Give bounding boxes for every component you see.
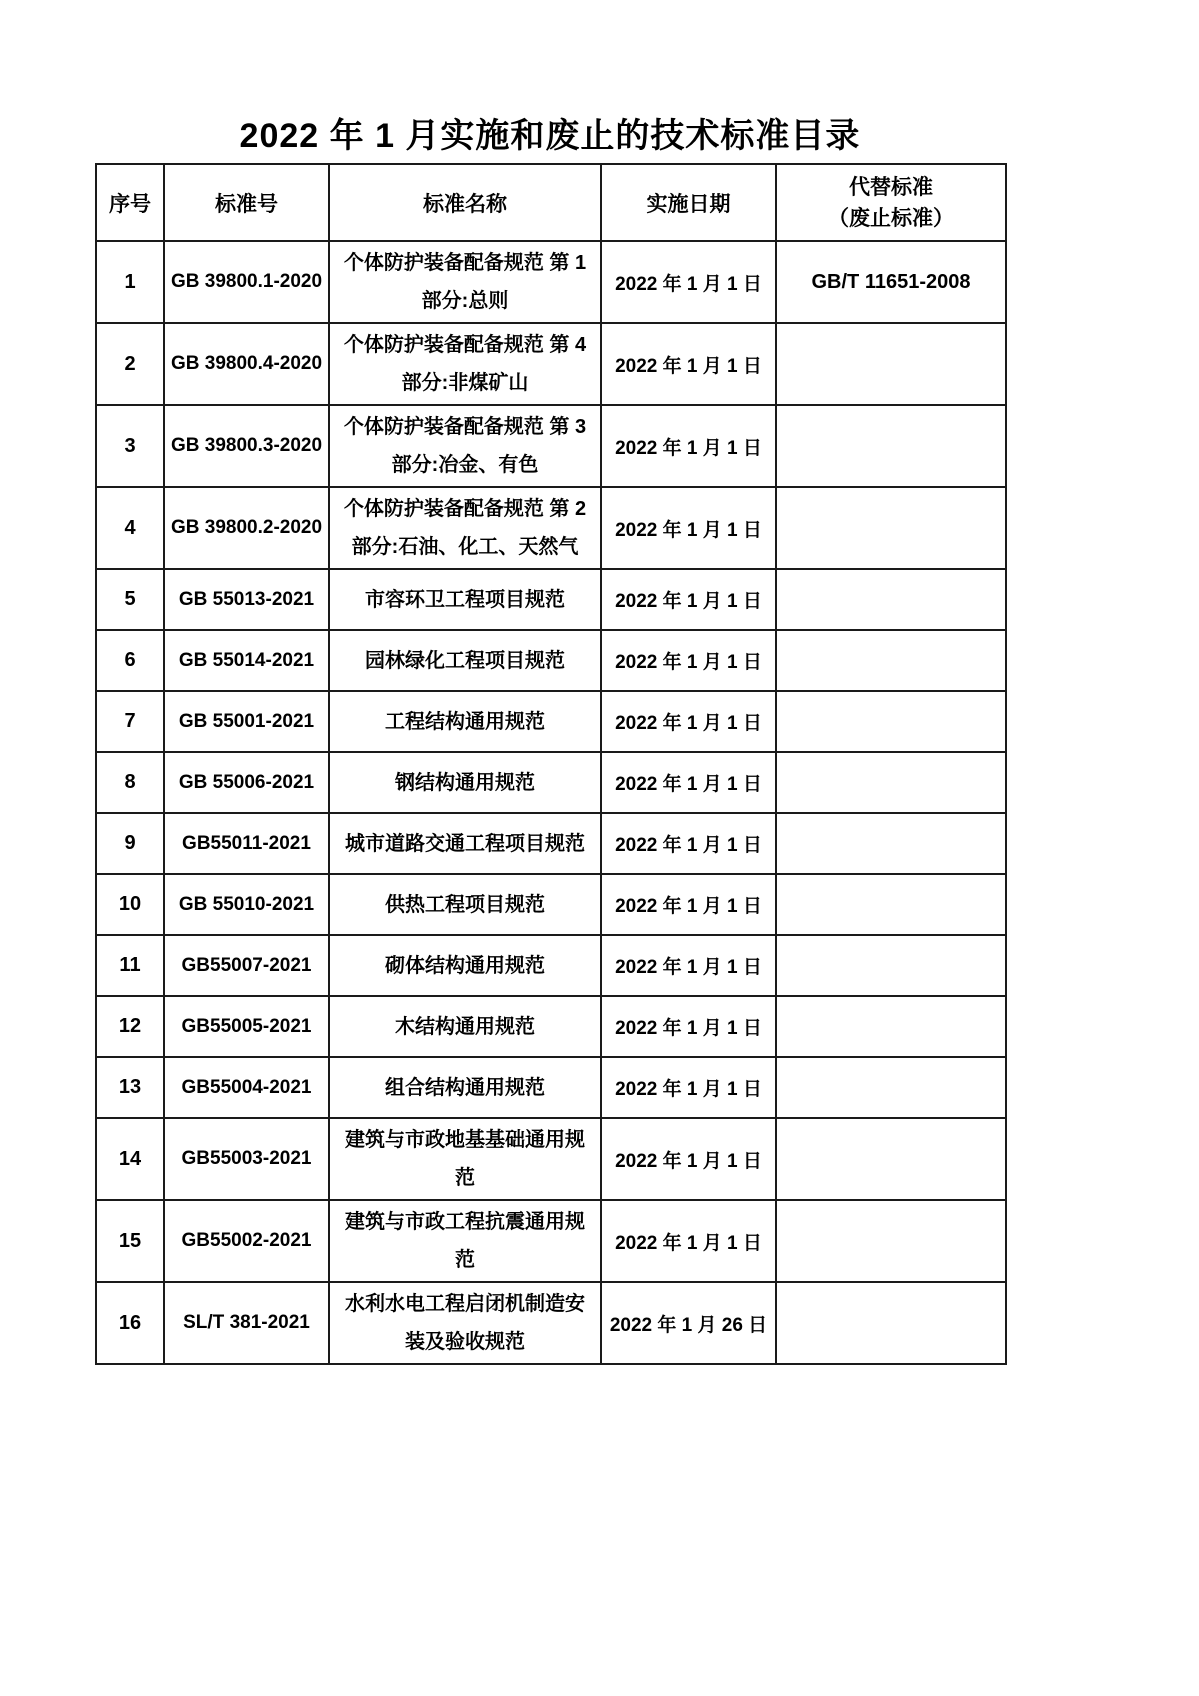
cell-date: 2022 年 1 月 1 日 xyxy=(601,1200,776,1282)
cell-date: 2022 年 1 月 1 日 xyxy=(601,874,776,935)
header-name: 标准名称 xyxy=(329,164,601,241)
header-no: 序号 xyxy=(96,164,164,241)
cell-replace xyxy=(776,1118,1006,1200)
table-row xyxy=(96,241,1006,323)
cell-no: 14 xyxy=(96,1118,164,1200)
table-row xyxy=(96,569,1006,630)
cell-replace xyxy=(776,630,1006,691)
cell-name: 市容环卫工程项目规范 xyxy=(329,569,601,630)
cell-code: GB 39800.3-2020 xyxy=(164,405,329,487)
table-row xyxy=(96,1200,1006,1282)
cell-replace xyxy=(776,691,1006,752)
cell-code: GB 55013-2021 xyxy=(164,569,329,630)
cell-code: GB55004-2021 xyxy=(164,1057,329,1118)
cell-no: 3 xyxy=(96,405,164,487)
cell-no: 8 xyxy=(96,752,164,813)
cell-name: 砌体结构通用规范 xyxy=(329,935,601,996)
cell-name: 建筑与市政地基基础通用规范 xyxy=(329,1118,601,1200)
cell-no: 15 xyxy=(96,1200,164,1282)
cell-name: 钢结构通用规范 xyxy=(329,752,601,813)
cell-name: 水利水电工程启闭机制造安装及验收规范 xyxy=(329,1282,601,1364)
cell-replace xyxy=(776,405,1006,487)
table-row xyxy=(96,1057,1006,1118)
cell-date: 2022 年 1 月 1 日 xyxy=(601,630,776,691)
cell-name: 城市道路交通工程项目规范 xyxy=(329,813,601,874)
header-code: 标准号 xyxy=(164,164,329,241)
cell-replace xyxy=(776,487,1006,569)
cell-replace xyxy=(776,1057,1006,1118)
cell-no: 10 xyxy=(96,874,164,935)
table-row xyxy=(96,1118,1006,1200)
table-row xyxy=(96,691,1006,752)
cell-date: 2022 年 1 月 1 日 xyxy=(601,241,776,323)
table-row xyxy=(96,752,1006,813)
cell-replace xyxy=(776,1200,1006,1282)
cell-date: 2022 年 1 月 1 日 xyxy=(601,1057,776,1118)
cell-no: 13 xyxy=(96,1057,164,1118)
cell-date: 2022 年 1 月 1 日 xyxy=(601,691,776,752)
standards-table xyxy=(95,163,1007,1365)
cell-name: 木结构通用规范 xyxy=(329,996,601,1057)
cell-date: 2022 年 1 月 1 日 xyxy=(601,405,776,487)
cell-date: 2022 年 1 月 1 日 xyxy=(601,813,776,874)
header-replace xyxy=(776,164,1006,241)
cell-name: 组合结构通用规范 xyxy=(329,1057,601,1118)
table-row xyxy=(96,874,1006,935)
cell-code: GB55011-2021 xyxy=(164,813,329,874)
cell-replace xyxy=(776,752,1006,813)
cell-code: GB55003-2021 xyxy=(164,1118,329,1200)
cell-name: 供热工程项目规范 xyxy=(329,874,601,935)
cell-replace xyxy=(776,569,1006,630)
table-row xyxy=(96,935,1006,996)
cell-code: GB55002-2021 xyxy=(164,1200,329,1282)
cell-code: GB55007-2021 xyxy=(164,935,329,996)
cell-replace xyxy=(776,935,1006,996)
header-replace-line2: （废止标准） xyxy=(828,206,954,230)
cell-date: 2022 年 1 月 1 日 xyxy=(601,569,776,630)
cell-name: 工程结构通用规范 xyxy=(329,691,601,752)
cell-code: GB 55014-2021 xyxy=(164,630,329,691)
cell-code: GB55005-2021 xyxy=(164,996,329,1057)
cell-no: 7 xyxy=(96,691,164,752)
table-row xyxy=(96,405,1006,487)
cell-name: 个体防护装备配备规范 第 3 部分:冶金、有色 xyxy=(329,405,601,487)
cell-replace xyxy=(776,813,1006,874)
cell-no: 2 xyxy=(96,323,164,405)
cell-code: SL/T 381-2021 xyxy=(164,1282,329,1364)
cell-replace xyxy=(776,874,1006,935)
table-row xyxy=(96,630,1006,691)
cell-no: 11 xyxy=(96,935,164,996)
table-row xyxy=(96,323,1006,405)
cell-replace: GB/T 11651-2008 xyxy=(776,241,1006,323)
page-title: 2022 年 1 月实施和废止的技术标准目录 xyxy=(239,117,861,155)
cell-replace xyxy=(776,1282,1006,1364)
cell-date: 2022 年 1 月 1 日 xyxy=(601,752,776,813)
cell-code: GB 39800.2-2020 xyxy=(164,487,329,569)
cell-name: 个体防护装备配备规范 第 1 部分:总则 xyxy=(329,241,601,323)
cell-code: GB 55010-2021 xyxy=(164,874,329,935)
table-row xyxy=(96,1282,1006,1364)
cell-replace xyxy=(776,323,1006,405)
cell-no: 6 xyxy=(96,630,164,691)
header-date: 实施日期 xyxy=(601,164,776,241)
cell-no: 16 xyxy=(96,1282,164,1364)
cell-code: GB 55006-2021 xyxy=(164,752,329,813)
table-row xyxy=(96,813,1006,874)
cell-no: 9 xyxy=(96,813,164,874)
cell-date: 2022 年 1 月 1 日 xyxy=(601,1118,776,1200)
cell-no: 12 xyxy=(96,996,164,1057)
cell-date: 2022 年 1 月 1 日 xyxy=(601,996,776,1057)
cell-date: 2022 年 1 月 1 日 xyxy=(601,323,776,405)
cell-date: 2022 年 1 月 1 日 xyxy=(601,487,776,569)
cell-no: 4 xyxy=(96,487,164,569)
cell-replace xyxy=(776,996,1006,1057)
cell-date: 2022 年 1 月 1 日 xyxy=(601,935,776,996)
cell-name: 个体防护装备配备规范 第 2 部分:石油、化工、天然气 xyxy=(329,487,601,569)
table-row xyxy=(96,487,1006,569)
cell-no: 5 xyxy=(96,569,164,630)
header-replace-line1: 代替标准 xyxy=(849,175,933,199)
cell-name: 个体防护装备配备规范 第 4 部分:非煤矿山 xyxy=(329,323,601,405)
cell-name: 建筑与市政工程抗震通用规范 xyxy=(329,1200,601,1282)
cell-name: 园林绿化工程项目规范 xyxy=(329,630,601,691)
table-body xyxy=(96,241,1006,1364)
cell-code: GB 55001-2021 xyxy=(164,691,329,752)
cell-date: 2022 年 1 月 26 日 xyxy=(601,1282,776,1364)
header-row xyxy=(96,164,1006,241)
cell-code: GB 39800.4-2020 xyxy=(164,323,329,405)
table-row xyxy=(96,996,1006,1057)
cell-no: 1 xyxy=(96,241,164,323)
cell-code: GB 39800.1-2020 xyxy=(164,241,329,323)
